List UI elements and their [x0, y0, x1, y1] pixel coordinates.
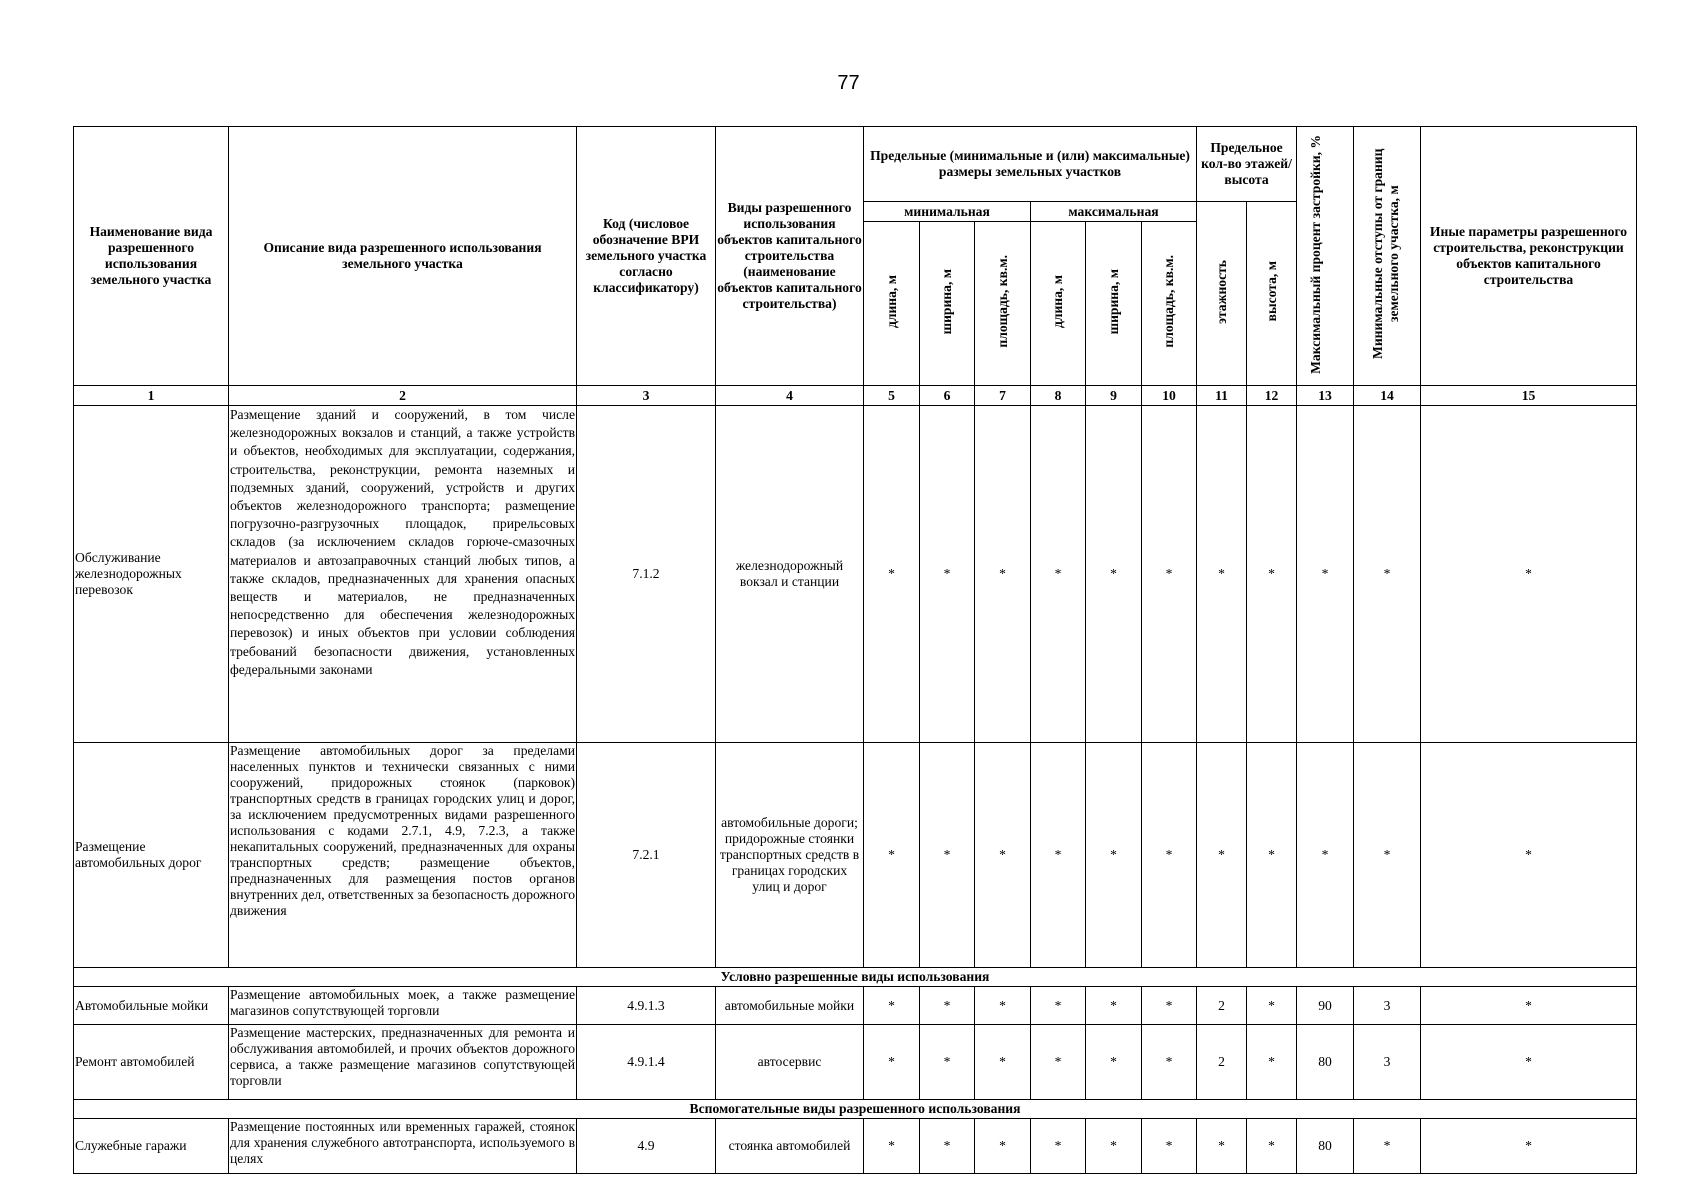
column-number: 7 [975, 386, 1031, 406]
header-oks-types: Виды разрешенного использования объектов капитального строительства (наименование объектов капитального строительства) [716, 127, 864, 386]
height: * [1247, 406, 1297, 743]
table-row [74, 1025, 1637, 1100]
other-params: * [1421, 987, 1637, 1025]
header-floors-height: Предельное кол-во этажей/ высота [1197, 127, 1297, 202]
column-number: 1 [74, 386, 229, 406]
area-min: * [975, 1025, 1031, 1100]
other-params: * [1421, 1119, 1637, 1174]
min-offset: * [1354, 743, 1421, 968]
section-row [74, 968, 1637, 987]
area-max: * [1142, 1025, 1197, 1100]
header-area-max: площадь, кв.м. [1142, 222, 1197, 386]
page-number: 77 [837, 72, 860, 94]
height: * [1247, 1025, 1297, 1100]
header-vri-code: Код (числовое обозначение ВРИ земельного участка согласно классификатору) [577, 127, 716, 386]
max-build-percent: * [1297, 743, 1354, 968]
width-max: * [1086, 1119, 1142, 1174]
area-min: * [975, 987, 1031, 1025]
vri-code: 4.9.1.4 [577, 1025, 716, 1100]
other-params: * [1421, 743, 1637, 968]
length-max: * [1031, 987, 1086, 1025]
area-min: * [975, 743, 1031, 968]
floors: 2 [1197, 1025, 1247, 1100]
area-max: * [1142, 406, 1197, 743]
min-offset: * [1354, 1119, 1421, 1174]
oks-type: автомобильные мойки [716, 987, 864, 1025]
width-max: * [1086, 987, 1142, 1025]
column-number: 14 [1354, 386, 1421, 406]
section-auxiliary-title: Вспомогательные виды разрешенного использования [74, 1100, 1637, 1119]
table-row [74, 406, 1637, 743]
table-row [74, 743, 1637, 968]
oks-type: автомобильные дороги; придорожные стоянки транспортных средств в границах городских улиц и дорог [716, 743, 864, 968]
header-area-min: площадь, кв.м. [975, 222, 1031, 386]
vri-name: Служебные гаражи [74, 1119, 229, 1174]
other-params: * [1421, 1025, 1637, 1100]
width-min: * [920, 1119, 975, 1174]
header-plot-size-limits: Предельные (минимальные и (или) максимальные) размеры земельных участков [864, 127, 1197, 202]
vri-code: 4.9.1.3 [577, 987, 716, 1025]
column-numbers-row [74, 386, 1637, 406]
header-vri-description: Описание вида разрешенного использования земельного участка [229, 127, 577, 386]
header-height: высота, м [1247, 202, 1297, 386]
floors: * [1197, 1119, 1247, 1174]
section-conditional-title: Условно разрешенные виды использования [74, 968, 1637, 987]
floors: 2 [1197, 987, 1247, 1025]
header-min-offsets: Минимальные отступы от границ земельного участка, м [1354, 127, 1421, 386]
vri-description: Размещение мастерских, предназначенных для ремонта и обслуживания автомобилей, и прочих объектов дорожного сервиса, а также размещение магазинов сопутствующей торговли [229, 1025, 577, 1100]
height: * [1247, 1119, 1297, 1174]
width-max: * [1086, 743, 1142, 968]
min-offset: 3 [1354, 987, 1421, 1025]
min-offset: * [1354, 406, 1421, 743]
length-max: * [1031, 1025, 1086, 1100]
min-offset: 3 [1354, 1025, 1421, 1100]
header-max-build-percent: Максимальный процент застройки, % [1297, 127, 1354, 386]
width-min: * [920, 1025, 975, 1100]
vri-name: Обслуживание железнодорожных перевозок [74, 406, 229, 743]
max-build-percent: * [1297, 406, 1354, 743]
section-row [74, 1100, 1637, 1119]
vri-code: 7.1.2 [577, 406, 716, 743]
length-max: * [1031, 743, 1086, 968]
header-max-group: максимальная [1031, 202, 1197, 222]
header-other-params: Иные параметры разрешенного строительства, реконструкции объектов капитального строительства [1421, 127, 1637, 386]
vri-description: Размещение постоянных или временных гаражей, стоянок для хранения служебного автотранспорта, используемого в целях [229, 1119, 577, 1174]
header-length-min: длина, м [864, 222, 920, 386]
length-max: * [1031, 406, 1086, 743]
vri-description: Размещение автомобильных моек, а также размещение магазинов сопутствующей торговли [229, 987, 577, 1025]
header-floors: этажность [1197, 202, 1247, 386]
column-number: 3 [577, 386, 716, 406]
width-min: * [920, 987, 975, 1025]
oks-type: автосервис [716, 1025, 864, 1100]
vri-code: 4.9 [577, 1119, 716, 1174]
vri-description: Размещение зданий и сооружений, в том числе железнодорожных вокзалов и станций, а также устройств и объектов, необходимых для эксплуатации, содержания, строительства, реконструкции, ремонта наземных и подземных зданий, сооружений, устройств и других объектов железнодорожного транспорта; размещение погрузочно-разгрузочных площадок, прирельсовых складов (за исключением складов горюче-смазочных материалов и автозаправочных станций любых типов, а также складов, предназначенных для хранения опасных веществ и материалов, не предназначенных непосредственно для обеспечения железнодорожных перевозок) и иных объектов при условии соблюдения требований безопасности движения, установленных федеральными законами [229, 406, 577, 743]
max-build-percent: 90 [1297, 987, 1354, 1025]
area-min: * [975, 1119, 1031, 1174]
length-min: * [864, 406, 920, 743]
vri-name: Ремонт автомобилей [74, 1025, 229, 1100]
vri-name: Размещение автомобильных дорог [74, 743, 229, 968]
column-number: 11 [1197, 386, 1247, 406]
width-min: * [920, 406, 975, 743]
vri-description: Размещение автомобильных дорог за пределами населенных пунктов и технически связанных с ними сооружений, придорожных стоянок (парковок) транспортных средств в границах городских улиц и дорог, за исключением предусмотренных видами разрешенного использования с кодами 2.7.1, 4.9, 7.2.3, а также некапитальных сооружений, предназначенных для охраны транспортных средств; размещение объектов, предназначенных для размещения постов органов внутренних дел, ответственных за безопасность дорожного движения [229, 743, 577, 968]
header-width-max: ширина, м [1086, 222, 1142, 386]
width-max: * [1086, 406, 1142, 743]
height: * [1247, 987, 1297, 1025]
column-number: 13 [1297, 386, 1354, 406]
header-width-min: ширина, м [920, 222, 975, 386]
other-params: * [1421, 406, 1637, 743]
area-max: * [1142, 743, 1197, 968]
column-number: 4 [716, 386, 864, 406]
area-max: * [1142, 1119, 1197, 1174]
column-number: 15 [1421, 386, 1637, 406]
length-min: * [864, 1025, 920, 1100]
length-min: * [864, 743, 920, 968]
length-min: * [864, 1119, 920, 1174]
column-number: 9 [1086, 386, 1142, 406]
header-vri-name: Наименование вида разрешенного использования земельного участка [74, 127, 229, 386]
column-number: 2 [229, 386, 577, 406]
area-min: * [975, 406, 1031, 743]
header-length-max: длина, м [1031, 222, 1086, 386]
floors: * [1197, 406, 1247, 743]
column-number: 10 [1142, 386, 1197, 406]
area-max: * [1142, 987, 1197, 1025]
length-min: * [864, 987, 920, 1025]
oks-type: стоянка автомобилей [716, 1119, 864, 1174]
oks-type: железнодорожный вокзал и станции [716, 406, 864, 743]
floors: * [1197, 743, 1247, 968]
column-number: 12 [1247, 386, 1297, 406]
column-number: 5 [864, 386, 920, 406]
header-min-group: минимальная [864, 202, 1031, 222]
vri-code: 7.2.1 [577, 743, 716, 968]
column-number: 8 [1031, 386, 1086, 406]
max-build-percent: 80 [1297, 1025, 1354, 1100]
table-row [74, 1119, 1637, 1174]
length-max: * [1031, 1119, 1086, 1174]
max-build-percent: 80 [1297, 1119, 1354, 1174]
width-min: * [920, 743, 975, 968]
table-row [74, 987, 1637, 1025]
height: * [1247, 743, 1297, 968]
column-number: 6 [920, 386, 975, 406]
vri-name: Автомобильные мойки [74, 987, 229, 1025]
width-max: * [1086, 1025, 1142, 1100]
regulations-table [73, 126, 1637, 1174]
